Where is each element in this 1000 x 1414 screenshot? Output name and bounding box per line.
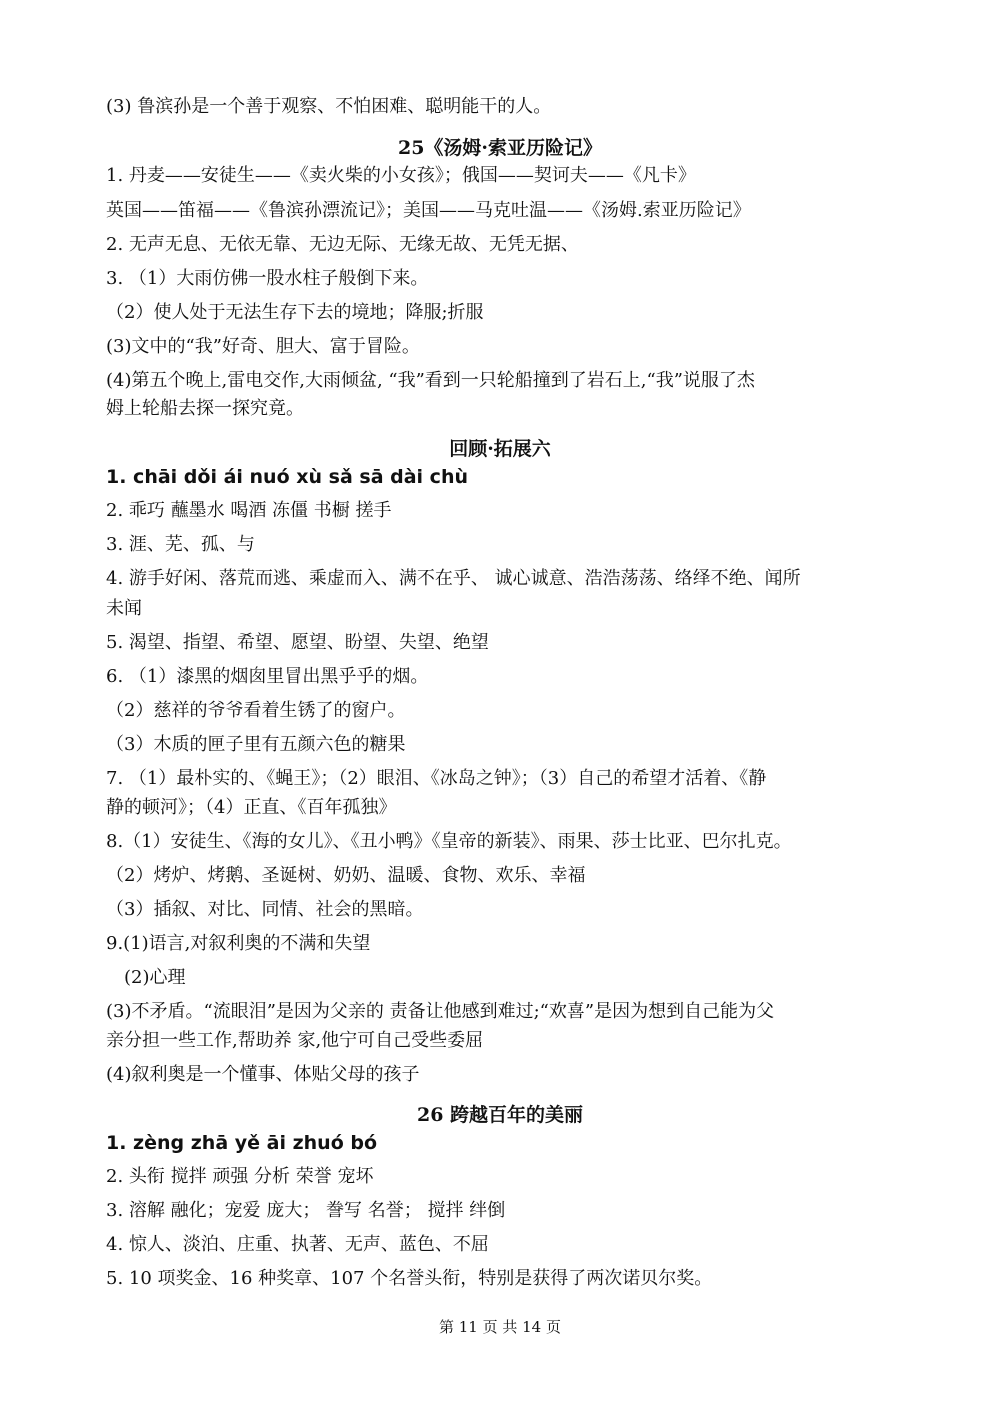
answer-line: （3）插叙、对比、同情、社会的黑暗。	[106, 899, 424, 920]
answer-line: 3. 溶解 融化；宠爱 庞大； 誊写 名誉； 搅拌 绊倒	[106, 1200, 506, 1221]
answer-line: 3. （1）大雨仿佛一股水柱子般倒下来。	[106, 268, 429, 289]
answer-line: (4)叙利奥是一个懂事、体贴父母的孩子	[106, 1064, 420, 1085]
answer-line: 2. 乖巧 蘸墨水 喝酒 冻僵 书橱 搓手	[106, 500, 392, 521]
answer-line: 3. 涯、芜、孤、与	[106, 534, 255, 555]
section-title-review-6: 回顾·拓展六	[449, 438, 551, 460]
section-title-25: 25《汤姆·索亚历险记》	[397, 137, 603, 159]
answer-line: 亲分担一些工作,帮助养 家,他宁可自己受些委屈	[106, 1030, 484, 1051]
answer-line: 2. 头衔 搅拌 顽强 分析 荣誉 宠坏	[106, 1166, 374, 1187]
answer-line: 未闻	[106, 598, 142, 619]
page-footer: 第 11 页 共 14 页	[438, 1318, 561, 1336]
answer-line: 姆上轮船去探一探究竟。	[106, 398, 304, 419]
answer-line: 5. 渴望、指望、希望、愿望、盼望、失望、绝望	[106, 632, 489, 653]
answer-line: 9.(1)语言,对叙利奥的不满和失望	[106, 933, 371, 954]
answer-line: 4. 惊人、淡泊、庄重、执著、无声、蓝色、不屈	[106, 1234, 489, 1255]
answer-line: 7. （1）最朴实的、《蝇王》；（2）眼泪、《冰岛之钟》；（3）自己的希望才活着、《静	[106, 768, 767, 789]
answer-line: 静的顿河》；（4）正直、《百年孤独》	[106, 797, 397, 818]
answer-line: 1. 丹麦——安徒生——《卖火柴的小女孩》；俄国——契诃夫——《凡卡》	[106, 165, 696, 186]
answer-line: 4. 游手好闲、落荒而逃、乘虚而入、满不在乎、 诚心诚意、浩浩荡荡、络绎不绝、闻所	[106, 568, 801, 589]
answer-line: (3)不矛盾。“流眼泪”是因为父亲的 责备让他感到难过;“欢喜”是因为想到自己能为父	[106, 1001, 775, 1022]
answer-line: 5. 10 项奖金、16 种奖章、107 个名誉头衔，特别是获得了两次诺贝尔奖。	[106, 1268, 713, 1289]
answer-line: 8.（1）安徒生、《海的女儿》、《丑小鸭》《皇帝的新装》、雨果、莎士比亚、巴尔扎克。	[106, 831, 792, 852]
section-title-26: 26 跨越百年的美丽	[416, 1104, 584, 1126]
answer-line: (3) 鲁滨孙是一个善于观察、不怕困难、聪明能干的人。	[106, 96, 552, 117]
answer-line: 6. （1）漆黑的烟囱里冒出黑乎乎的烟。	[106, 666, 429, 687]
pinyin-line: 1. zèng zhā yě āi zhuó bó	[106, 1132, 378, 1154]
answer-line: 2. 无声无息、无依无靠、无边无际、无缘无故、无凭无据、	[106, 234, 579, 255]
pinyin-line: 1. chāi dǒi ái nuó xù sǎ sā dài chù	[106, 466, 468, 488]
answer-line: （2）慈祥的爷爷看着生锈了的窗户。	[106, 700, 406, 721]
answer-line: (4)第五个晚上,雷电交作,大雨倾盆, “我”看到一只轮船撞到了岩石上,“我”说服了杰	[106, 370, 755, 391]
answer-line: (2)心理	[124, 967, 186, 988]
answer-line: （2）使人处于无法生存下去的境地；降服;折服	[106, 302, 484, 323]
answer-line: 英国——笛福——《鲁滨孙漂流记》；美国——马克吐温——《汤姆.索亚历险记》	[106, 200, 751, 221]
answer-line: （2）烤炉、烤鹅、圣诞树、奶奶、温暖、食物、欢乐、幸福	[106, 865, 586, 886]
answer-line: （3）木质的匣子里有五颜六色的糖果	[106, 734, 406, 755]
answer-line: (3)文中的“我”好奇、胆大、富于冒险。	[106, 336, 420, 357]
